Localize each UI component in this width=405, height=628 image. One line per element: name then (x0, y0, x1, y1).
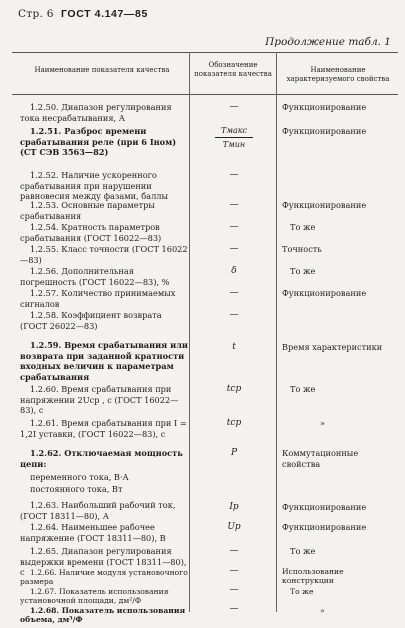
page-number: Стр. 6 (18, 8, 54, 20)
row-1-2-53-name: 1.2.53. Основные параметры срабатывания (20, 200, 155, 221)
row-1-2-57-symbol: — (229, 288, 239, 298)
row-1-2-53-property: Функционирование (282, 200, 367, 210)
standard-code: ГОСТ 4.147—85 (61, 8, 148, 20)
row-1-2-63-symbol: Iр (229, 502, 239, 512)
row-1-2-54-symbol: — (229, 222, 239, 232)
row-1-2-59-symbol: t (232, 342, 236, 352)
row-1-2-61-property: » (320, 418, 326, 428)
row-1-2-61-symbol: tср (226, 418, 242, 428)
row-1-2-50-symbol: — (229, 102, 239, 112)
column-header-symbol: Обозначение показателя качества (194, 61, 272, 78)
fraction-numerator: Tмакс (215, 125, 253, 138)
row-1-2-68-name: 1.2.68. Показатель использования объема, дм³/Ф (20, 606, 186, 624)
row-1-2-68-symbol: — (229, 604, 239, 614)
row-1-2-59-name: 1.2.59. Время срабатывания или возврата при заданной кратности входных величин к параметрам срабатывания (20, 340, 188, 382)
page-header (18, 8, 148, 20)
row-1-2-67-name: 1.2.67. Показатель использования установочной площади, дм²/Ф (20, 587, 169, 605)
row-1-2-60-name: 1.2.60. Время срабатывания при напряжении 2Uср , с (ГОСТ 16022—83), с (20, 384, 179, 416)
row-1-2-50-property: Функционирование (282, 102, 367, 112)
row-1-2-51-name: 1.2.51. Разброс времени срабатывания реле (при 6 Iном) (СТ СЭВ 3563—82) (20, 126, 177, 158)
row-1-2-57-name: 1.2.57. Количество принимаемых сигналов (20, 288, 176, 309)
row-1-2-68-property: » (320, 606, 325, 615)
row-1-2-55-symbol: — (229, 244, 239, 254)
fraction-denominator: Tмин (222, 140, 246, 149)
row-1-2-60-property: То же (290, 384, 316, 394)
row-1-2-59-property: Время характеристики (282, 342, 383, 352)
column-divider-2 (276, 52, 277, 612)
row-1-2-52-symbol: — (229, 170, 239, 180)
row-1-2-51-symbol (196, 125, 272, 151)
row-1-2-52-name: 1.2.52. Наличие ускоренного срабатывания при нарушении равновесия между фазами, баллы (20, 170, 168, 202)
fraction-tmax-tmin (215, 125, 253, 150)
row-1-2-64-symbol: Uр (227, 522, 241, 532)
row-1-2-57-property: Функционирование (282, 288, 367, 298)
row-1-2-56-property: То же (290, 266, 316, 276)
row-1-2-50-name: 1.2.50. Диапазон регулирования тока несрабатывания, А (20, 102, 172, 123)
row-1-2-62-symbol: P (230, 448, 238, 458)
row-1-2-54-property: То же (290, 222, 316, 232)
row-1-2-65-name: 1.2.65. Диапазон регулирования выдержки времени (ГОСТ 18311—80), с (20, 546, 187, 578)
row-1-2-51-property: Функционирование (282, 126, 367, 136)
row-1-2-62-property: Коммутационные свойства (282, 448, 359, 469)
row-1-2-62-name: 1.2.62. Отключаемая мощность цепи: (20, 448, 183, 469)
column-header-name: Наименование показателя качества (34, 66, 170, 74)
row-1-2-53-symbol: — (229, 200, 239, 210)
table-top-rule (12, 52, 398, 53)
row-1-2-63-name: 1.2.63. Наибольший рабочий ток, (ГОСТ 18311—80), А (20, 500, 176, 521)
row-1-2-61-name: 1.2.61. Время срабатывания при I = 1,2I уставки, (ГОСТ 16022—83), с (20, 418, 187, 439)
row-1-2-67-symbol: — (229, 585, 239, 595)
row-1-2-65-symbol: — (229, 546, 239, 556)
row-1-2-66-symbol: — (229, 566, 239, 576)
row-1-2-63-property: Функционирование (282, 502, 367, 512)
row-1-2-56-name: 1.2.56. Дополнительная погрешность (ГОСТ 16022—83), % (20, 266, 170, 287)
row-1-2-66-name: 1.2.66. Наличие модуля установочного размера (20, 568, 188, 586)
row-1-2-65-property: То же (290, 546, 316, 556)
row-1-2-62-dc: постоянного тока, Вт (30, 484, 123, 494)
header-bottom-rule (12, 94, 398, 95)
row-1-2-60-symbol: tср (226, 384, 242, 394)
row-1-2-56-symbol: δ (231, 266, 237, 276)
row-1-2-58-name: 1.2.58. Коэффициент возврата (ГОСТ 26022—83) (20, 310, 162, 331)
column-header-property: Наименование характеризуемого свойства (286, 66, 390, 83)
row-1-2-54-name: 1.2.54. Кратность параметров срабатывания (ГОСТ 16022—83) (20, 222, 162, 243)
row-1-2-67-property: То же (290, 587, 314, 596)
row-1-2-55-property: Точность (282, 244, 322, 254)
continuation-title: Продолжение табл. 1 (265, 36, 391, 48)
row-1-2-64-name: 1.2.64. Наименьшее рабочее напряжение (ГОСТ 18311—80), В (20, 522, 166, 543)
row-1-2-64-property: Функционирование (282, 522, 367, 532)
row-1-2-58-symbol: — (229, 310, 239, 320)
row-1-2-62-ac: переменного тока, В·А (30, 472, 129, 482)
row-1-2-55-name: 1.2.55. Класс точности (ГОСТ 16022—83) (20, 244, 188, 265)
row-1-2-66-property: Использование конструкции (282, 567, 344, 585)
